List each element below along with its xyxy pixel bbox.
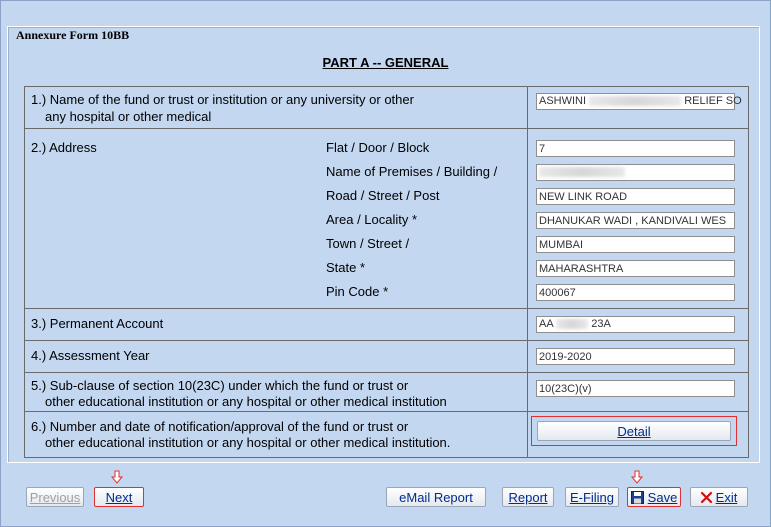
- save-button-label: Save: [647, 489, 678, 505]
- next-button[interactable]: [94, 487, 144, 507]
- previous-button-label: Previous: [29, 489, 81, 505]
- pin-label: Pin Code *: [326, 284, 389, 299]
- assessment-year-field[interactable]: [536, 348, 735, 365]
- road-label: Road / Street / Post: [326, 188, 440, 203]
- row-notification: [24, 411, 749, 458]
- efiling-button[interactable]: [565, 487, 619, 507]
- column-divider: [527, 412, 528, 457]
- next-button-label: Next: [105, 489, 133, 505]
- report-button[interactable]: [502, 487, 554, 507]
- redacted-text: [589, 96, 681, 106]
- notification-label-line1: 6.) Number and date of notification/approval of the fund or trust or: [31, 419, 409, 434]
- email-report-button[interactable]: [386, 487, 486, 507]
- area-label: Area / Locality *: [326, 212, 418, 227]
- email-report-button-label: eMail Report: [399, 489, 473, 505]
- flat-label: Flat / Door / Block: [326, 140, 430, 155]
- column-divider: [527, 129, 528, 308]
- sub-clause-field[interactable]: [536, 380, 735, 397]
- pan-label: 3.) Permanent Account: [31, 316, 164, 331]
- pin-field[interactable]: [536, 284, 735, 301]
- fund-name-label-line1: 1.) Name of the fund or trust or institution or any university or other: [31, 92, 414, 107]
- sub-clause-label-line1: 5.) Sub-clause of section 10(23C) under which the fund or trust or: [31, 378, 409, 393]
- area-field[interactable]: [536, 212, 735, 229]
- fund-name-value-start: ASHWINI: [539, 95, 587, 107]
- fund-name-value-end: RELIEF SO: [684, 95, 742, 107]
- exit-button-label: Exit: [715, 489, 738, 505]
- flat-field[interactable]: [536, 140, 735, 157]
- state-field[interactable]: [536, 260, 735, 277]
- pan-value-end: 23A: [591, 318, 611, 330]
- part-title: PART A -- GENERAL: [322, 55, 449, 70]
- down-arrow-icon: [111, 470, 123, 484]
- column-divider: [527, 373, 528, 411]
- down-arrow-icon: [631, 470, 643, 484]
- save-button[interactable]: [627, 487, 681, 507]
- column-divider: [527, 309, 528, 340]
- row-fund-name: [24, 86, 749, 129]
- floppy-disk-icon: [631, 491, 644, 504]
- report-button-label: Report: [508, 489, 548, 505]
- town-field[interactable]: [536, 236, 735, 253]
- row-sub-clause: [24, 372, 749, 412]
- fund-name-field[interactable]: [536, 93, 742, 110]
- premises-label: Name of Premises / Building /: [326, 164, 498, 179]
- column-divider: [527, 87, 528, 128]
- pan-value-start: AA: [539, 318, 554, 330]
- row-assessment-year: [24, 340, 749, 373]
- detail-button-label: Detail: [617, 423, 651, 439]
- redacted-text: [539, 167, 625, 177]
- sub-clause-label-line2: other educational institution or any hospital or other medical institution: [45, 394, 447, 409]
- address-label: 2.) Address: [31, 140, 97, 155]
- assessment-year-label: 4.) Assessment Year: [31, 348, 150, 363]
- row-pan: [24, 308, 749, 341]
- state-label: State *: [326, 260, 366, 275]
- town-label: Town / Street /: [326, 236, 410, 251]
- efiling-button-label: E-Filing: [569, 489, 615, 505]
- previous-button[interactable]: [26, 487, 84, 507]
- notification-label-line2: other educational institution or any hospital or other medical institution.: [45, 435, 451, 450]
- row-address: [24, 128, 749, 309]
- redacted-text: [556, 319, 588, 329]
- road-field[interactable]: [536, 188, 735, 205]
- pan-field[interactable]: [536, 316, 735, 333]
- exit-button[interactable]: [690, 487, 748, 507]
- group-title: Annexure Form 10BB: [16, 28, 130, 42]
- premises-field[interactable]: [536, 164, 735, 181]
- column-divider: [527, 341, 528, 372]
- fund-name-label-line2: any hospital or other medical: [45, 109, 212, 124]
- red-x-icon: [701, 492, 712, 503]
- detail-button[interactable]: [537, 421, 731, 441]
